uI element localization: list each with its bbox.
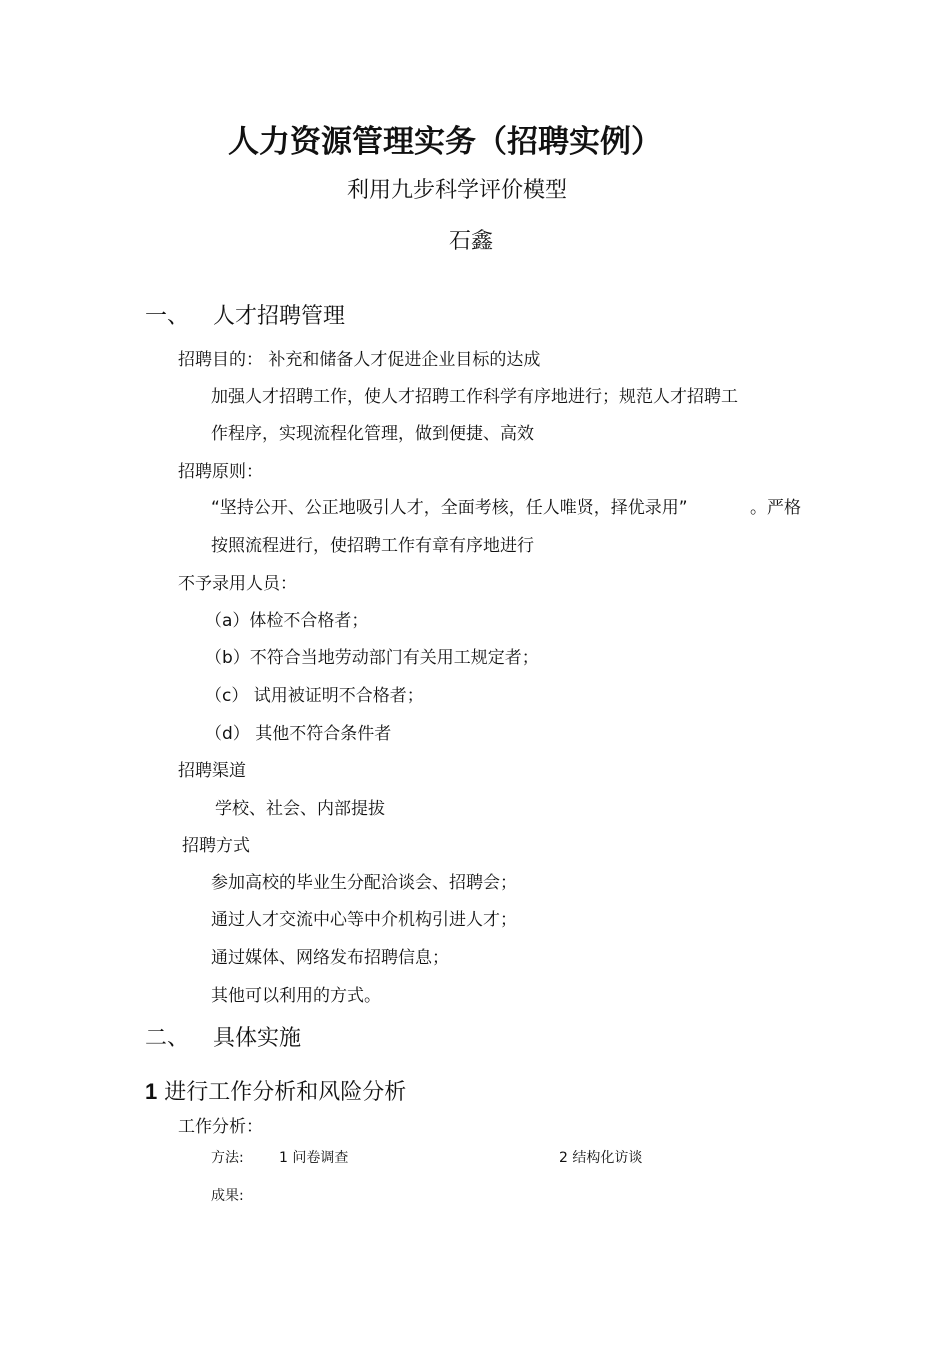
analysis-label: 工作分析：: [178, 1117, 263, 1137]
reject-label: 不予录用人员：: [178, 574, 297, 594]
purpose-line: 招聘目的： 补充和储备人才促进企业目标的达成: [178, 350, 541, 370]
principle-quote: “坚持公开、公正地吸引人才，全面考核，任人唯贤，择优录用”: [211, 498, 688, 518]
method-item: 其他可以利用的方式。: [211, 986, 381, 1006]
method-item: 参加高校的毕业生分配洽谈会、招聘会；: [211, 873, 517, 893]
purpose-detail-2: 作程序，实现流程化管理，做到便捷、高效: [211, 424, 534, 444]
reject-item: （a）体检不合格者；: [205, 611, 369, 631]
section-1-title: 人才招聘管理: [213, 304, 346, 329]
method-item: 通过人才交流中心等中介机构引进人才；: [211, 910, 517, 930]
method-item: 通过媒体、网络发布招聘信息；: [211, 948, 449, 968]
channel-label: 招聘渠道: [178, 761, 246, 781]
document-subtitle: 利用九步科学评价模型: [347, 178, 568, 203]
reject-item: （d） 其他不符合条件者: [205, 724, 392, 744]
purpose-detail-1: 加强人才招聘工作，使人才招聘工作科学有序地进行；规范人才招聘工: [211, 387, 738, 407]
section-2-title: 具体实施: [213, 1026, 302, 1051]
channel-detail: 学校、社会、内部提拔: [215, 799, 385, 819]
method-label: 招聘方式: [182, 836, 250, 856]
analysis-method-1: 1 问卷调查: [279, 1150, 349, 1166]
principle-detail: 按照流程进行，使招聘工作有章有序地进行: [211, 536, 534, 556]
document-title: 人力资源管理实务（招聘实例）: [228, 124, 662, 160]
principle-label: 招聘原则：: [178, 462, 263, 482]
section-2-number: 二、: [145, 1026, 190, 1051]
document-author: 石鑫: [449, 229, 494, 254]
analysis-method-label: 方法:: [211, 1150, 244, 1166]
step-1-number: 1: [145, 1079, 158, 1104]
analysis-method-2: 2 结构化访谈: [559, 1150, 643, 1166]
step-1-heading: [145, 1081, 406, 1104]
reject-item: （b）不符合当地劳动部门有关用工规定者；: [205, 648, 539, 668]
analysis-result-label: 成果:: [211, 1188, 244, 1204]
section-1-number: 一、: [145, 304, 190, 329]
step-1-title: 进行工作分析和风险分析: [164, 1080, 407, 1105]
principle-tail: 。严格: [750, 498, 801, 518]
reject-item: （c） 试用被证明不合格者；: [205, 686, 424, 706]
